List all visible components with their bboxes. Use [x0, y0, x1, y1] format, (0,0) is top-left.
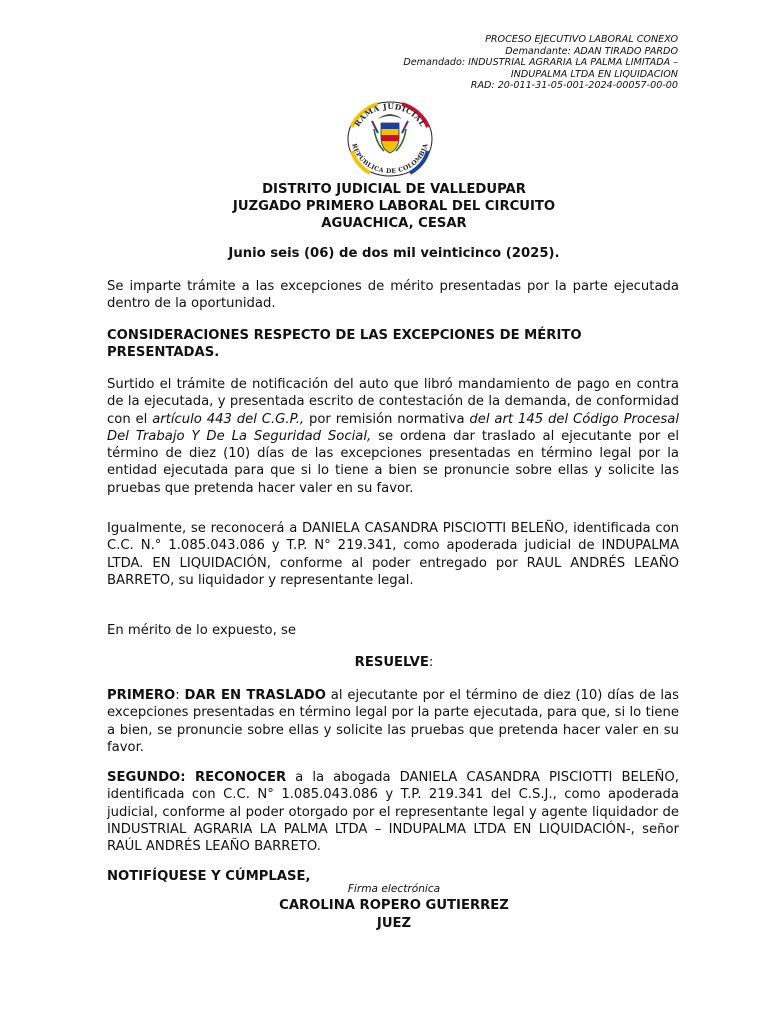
- svg-text:RAMA JUDICIAL: RAMA JUDICIAL: [352, 101, 428, 129]
- resolves-heading: [100, 655, 688, 670]
- considerations-heading: CONSIDERACIONES RESPECTO DE LAS EXCEPCIONES DE MÉRITO PRESENTADAS.: [107, 328, 582, 361]
- court-heading: [100, 181, 688, 232]
- case-header: [258, 34, 678, 92]
- second-resolution: [107, 769, 679, 855]
- considerations-text-2: por remisión normativa: [304, 411, 470, 427]
- judge-name: CAROLINA ROPERO GUTIERREZ: [279, 898, 509, 913]
- considerations-paragraph: [107, 376, 679, 497]
- resolves-colon: :: [428, 655, 434, 670]
- judge-signature: [100, 897, 688, 933]
- resolves-label: RESUELVE: [354, 655, 429, 670]
- cgp-article-ref: artículo 443 del C.G.P.,: [152, 411, 305, 427]
- first-text: al ejecutante por el término de diez (10) días de las excepciones presentadas en término legal por la parte ejecutada, para que, si lo tiene a bien, se pronuncie sobre ellas y solicite las pruebas que pretenda hacer valer en su favor.: [107, 688, 679, 755]
- case-header-process: PROCESO EJECUTIVO LABORAL CONEXO: [485, 34, 678, 45]
- case-header-radicado: RAD: 20-011-31-05-001-2024-00057-00-00: [470, 80, 678, 92]
- court-city: AGUACHICA, CESAR: [321, 216, 467, 231]
- cpt-article-ref: del art 145 del Código Procesal Del Trabajo Y De La Seguridad Social,: [107, 411, 680, 444]
- court-district: DISTRITO JUDICIAL DE VALLEDUPAR: [262, 182, 526, 197]
- first-resolution: [107, 687, 679, 756]
- first-label: PRIMERO: [107, 688, 176, 703]
- second-text: a la abogada DANIELA CASANDRA PISCIOTTI BELEÑO, identificada con C.C. N° 1.085.043.086 y T.P. 219.341 del C.S.J., como apoderada judicial, conforme al poder otorgado por el representante legal y agente liquidador de INDUSTRIAL AGRARIA LA PALMA LTDA – INDUPALMA LTDA EN LIQUIDACIÓN-, señor RAÚL ANDRÉS LEAÑO BARRETO.: [107, 770, 679, 855]
- first-action: DAR EN TRASLADO: [184, 688, 326, 703]
- court-name: JUZGADO PRIMERO LABORAL DEL CIRCUITO: [232, 199, 556, 214]
- decision-date: Junio seis (06) de dos mil veinticinco (2025).: [228, 246, 560, 261]
- considerations-text-3: se ordena dar traslado al ejecutante por el término de diez (10) días de las excepciones presentadas en término legal por la entidad ejecutada para que si lo tiene a bien se pronuncie sobre ellas y solicite las pruebas que pretenda hacer valer en su favor.: [107, 428, 679, 496]
- svg-text:REPÚBLICA DE COLOMBIA: REPÚBLICA DE COLOMBIA: [350, 142, 430, 176]
- rama-judicial-seal-logo: [338, 99, 442, 179]
- electronic-signature-note: Firma electrónica: [347, 883, 441, 895]
- recognition-paragraph: Igualmente, se reconocerá a DANIELA CASANDRA PISCIOTTI BELEÑO, identificada con C.C. N.° 1.085.043.086 y T.P. N° 219.341, como apoderada judicial de INDUPALMA LTDA. EN LIQUIDACIÓN, conforme al poder entregado por RAUL ANDRÉS LEAÑO BARRETO, su liquidador y representante legal.: [107, 521, 679, 588]
- case-header-plaintiff: Demandante: ADAN TIRADO PARDO: [505, 45, 678, 57]
- intro-paragraph: Se imparte trámite a las excepciones de mérito presentadas por la parte ejecutada dentro de la oportunidad.: [107, 279, 679, 312]
- first-separator: :: [175, 688, 185, 703]
- merit-paragraph: En mérito de lo expuesto, se: [107, 623, 296, 638]
- closing-formula: NOTIFÍQUESE Y CÚMPLASE,: [107, 869, 311, 884]
- case-header-defendant-cont: INDUPALMA LTDA EN LIQUIDACION: [510, 68, 678, 80]
- second-label: SEGUNDO: RECONOCER: [107, 770, 287, 785]
- case-header-defendant: Demandado: INDUSTRIAL AGRARIA LA PALMA LIMITADA –: [403, 57, 678, 69]
- judge-title: JUEZ: [376, 916, 412, 931]
- considerations-text-1: Surtido el trámite de notificación del auto que libró mandamiento de pago en contra de la ejecutada, y presentada escrito de contestación de la demanda, de conformidad con el: [107, 377, 679, 427]
